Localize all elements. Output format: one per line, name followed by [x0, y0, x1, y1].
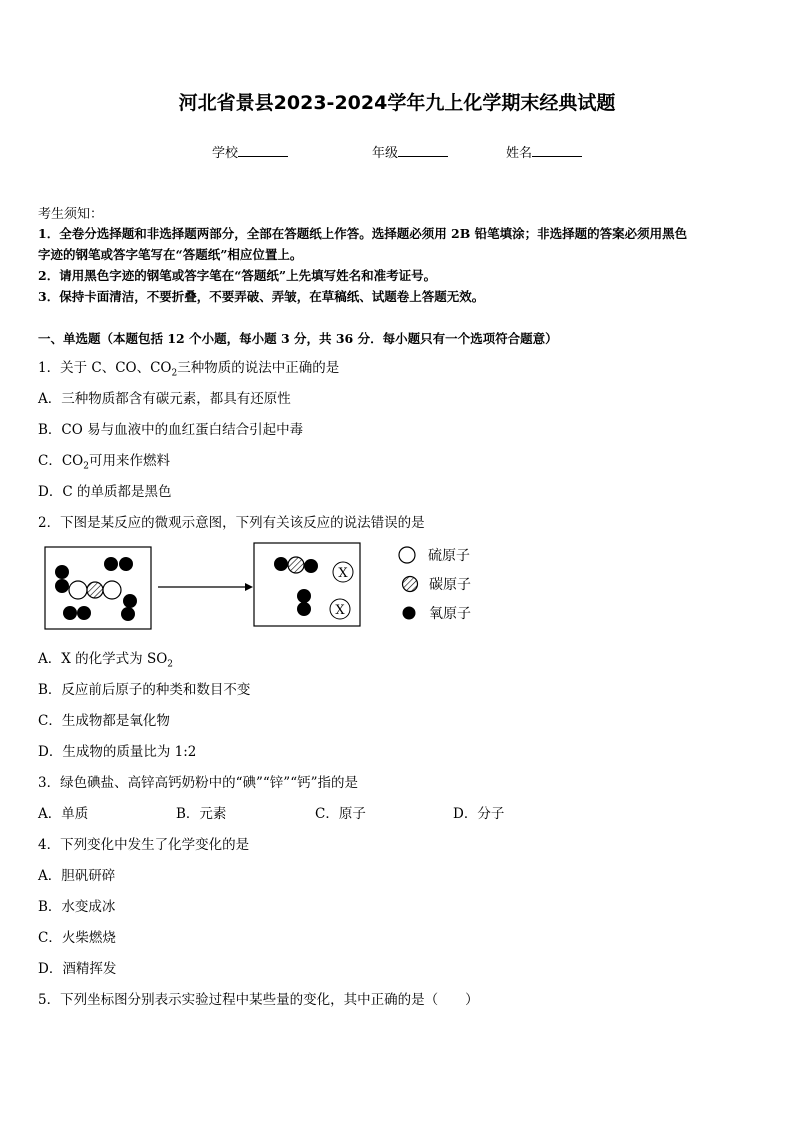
reaction-diagram	[40, 538, 490, 633]
x-label-1: X	[338, 566, 348, 581]
q5-stem: 5．下列坐标图分别表示实验过程中某些量的变化，其中正确的是（ ）	[38, 992, 479, 1008]
oxygen-atom	[77, 606, 91, 620]
sulfur-atom	[103, 581, 121, 599]
oxygen-atom	[297, 602, 311, 616]
q1-stem	[38, 356, 339, 379]
q2-option-d: D．生成物的质量比为 1:2	[38, 744, 197, 760]
q3-stem: 3．绿色碘盐、高锌高钙奶粉中的“碘”“锌”“钙”指的是	[38, 775, 358, 791]
q1-option-c	[38, 449, 170, 472]
oxygen-atom	[297, 589, 311, 603]
q2-option-a	[38, 647, 173, 670]
q3-option-b: B．元素	[176, 806, 227, 822]
q2-option-c: C．生成物都是氧化物	[38, 713, 170, 729]
q1-option-d: D．C 的单质都是黑色	[38, 484, 172, 500]
q2-option-a-text: A．X 的化学式为 SO	[38, 651, 168, 667]
q1-option-c-text: C．CO	[38, 453, 84, 469]
oxygen-atom	[304, 559, 318, 573]
q4-option-b: B．水变成冰	[38, 899, 116, 915]
oxygen-atom	[121, 607, 135, 621]
q4-option-d: D．酒精挥发	[38, 961, 117, 977]
legend-sulfur-icon	[399, 547, 415, 563]
q1-stem-text: 1．关于 C、CO、CO	[38, 360, 172, 376]
oxygen-atom	[119, 557, 133, 571]
notice-heading: 考生须知：	[38, 207, 104, 222]
grade-field	[372, 142, 448, 161]
school-field	[212, 142, 288, 161]
oxygen-atom	[274, 557, 288, 571]
q1-option-c-text-end: 可用来作燃料	[88, 453, 170, 469]
q2-option-a-subscript: 2	[167, 659, 173, 670]
name-blank	[532, 144, 582, 157]
q4-option-a: A．胆矾研碎	[38, 868, 116, 884]
school-blank	[238, 144, 288, 157]
q2-option-b: B．反应前后原子的种类和数目不变	[38, 682, 251, 698]
carbon-atom	[87, 582, 103, 598]
q2-stem: 2．下图是某反应的微观示意图，下列有关该反应的说法错误的是	[38, 515, 425, 531]
q1-option-a: A．三种物质都含有碳元素，都具有还原性	[38, 391, 291, 407]
carbon-atom	[288, 557, 304, 573]
q1-stem-text-end: 三种物质的说法中正确的是	[177, 360, 340, 376]
legend-carbon-icon	[403, 577, 418, 592]
oxygen-atom	[55, 565, 69, 579]
q4-option-c: C．火柴燃烧	[38, 930, 116, 946]
grade-label: 年级	[372, 146, 399, 161]
q3-option-a: A．单质	[38, 806, 89, 822]
notice-line-2: 2．请用黑色字迹的钢笔或答字笔在“答题纸”上先填写姓名和准考证号。	[38, 268, 437, 283]
oxygen-atom	[63, 606, 77, 620]
q1-stem-subscript: 2	[171, 368, 178, 379]
q4-stem: 4．下列变化中发生了化学变化的是	[38, 837, 250, 853]
oxygen-atom	[104, 557, 118, 571]
oxygen-atom	[55, 579, 69, 593]
q3-option-c: C．原子	[315, 806, 366, 822]
name-field	[506, 142, 582, 161]
notice-line-3: 3．保持卡面清洁，不要折叠，不要弄破、弄皱，在草稿纸、试题卷上答题无效。	[38, 289, 485, 304]
notice-line-1b: 字迹的钢笔或答字笔写在“答题纸”相应位置上。	[38, 247, 303, 262]
arrow-head	[245, 583, 253, 591]
page-title: 河北省景县2023-2024学年九上化学期末经典试题	[178, 92, 616, 114]
legend-oxygen-icon	[403, 607, 416, 620]
school-label: 学校	[212, 146, 239, 161]
x-label-2: X	[335, 603, 345, 618]
notice-line-1a: 1．全卷分选择题和非选择题两部分，全部在答题纸上作答。选择题必须用 2B 铅笔填涂；非选择题的答案必须用黑色	[38, 226, 688, 241]
q3-option-d: D．分子	[453, 806, 505, 822]
q1-option-c-subscript: 2	[83, 461, 89, 472]
q1-option-b: B．CO 易与血液中的血红蛋白结合引起中毒	[38, 422, 304, 438]
section-heading: 一、单选题（本题包括 12 个小题，每小题 3 分，共 36 分．每小题只有一个选项符合题意）	[38, 331, 558, 346]
legend-sulfur-label: 硫原子	[428, 548, 470, 564]
legend-oxygen-label: 氧原子	[429, 606, 471, 622]
legend-carbon-label: 碳原子	[429, 577, 471, 593]
grade-blank	[398, 144, 448, 157]
sulfur-atom	[69, 581, 87, 599]
oxygen-atom	[123, 594, 137, 608]
name-label: 姓名	[506, 146, 533, 161]
